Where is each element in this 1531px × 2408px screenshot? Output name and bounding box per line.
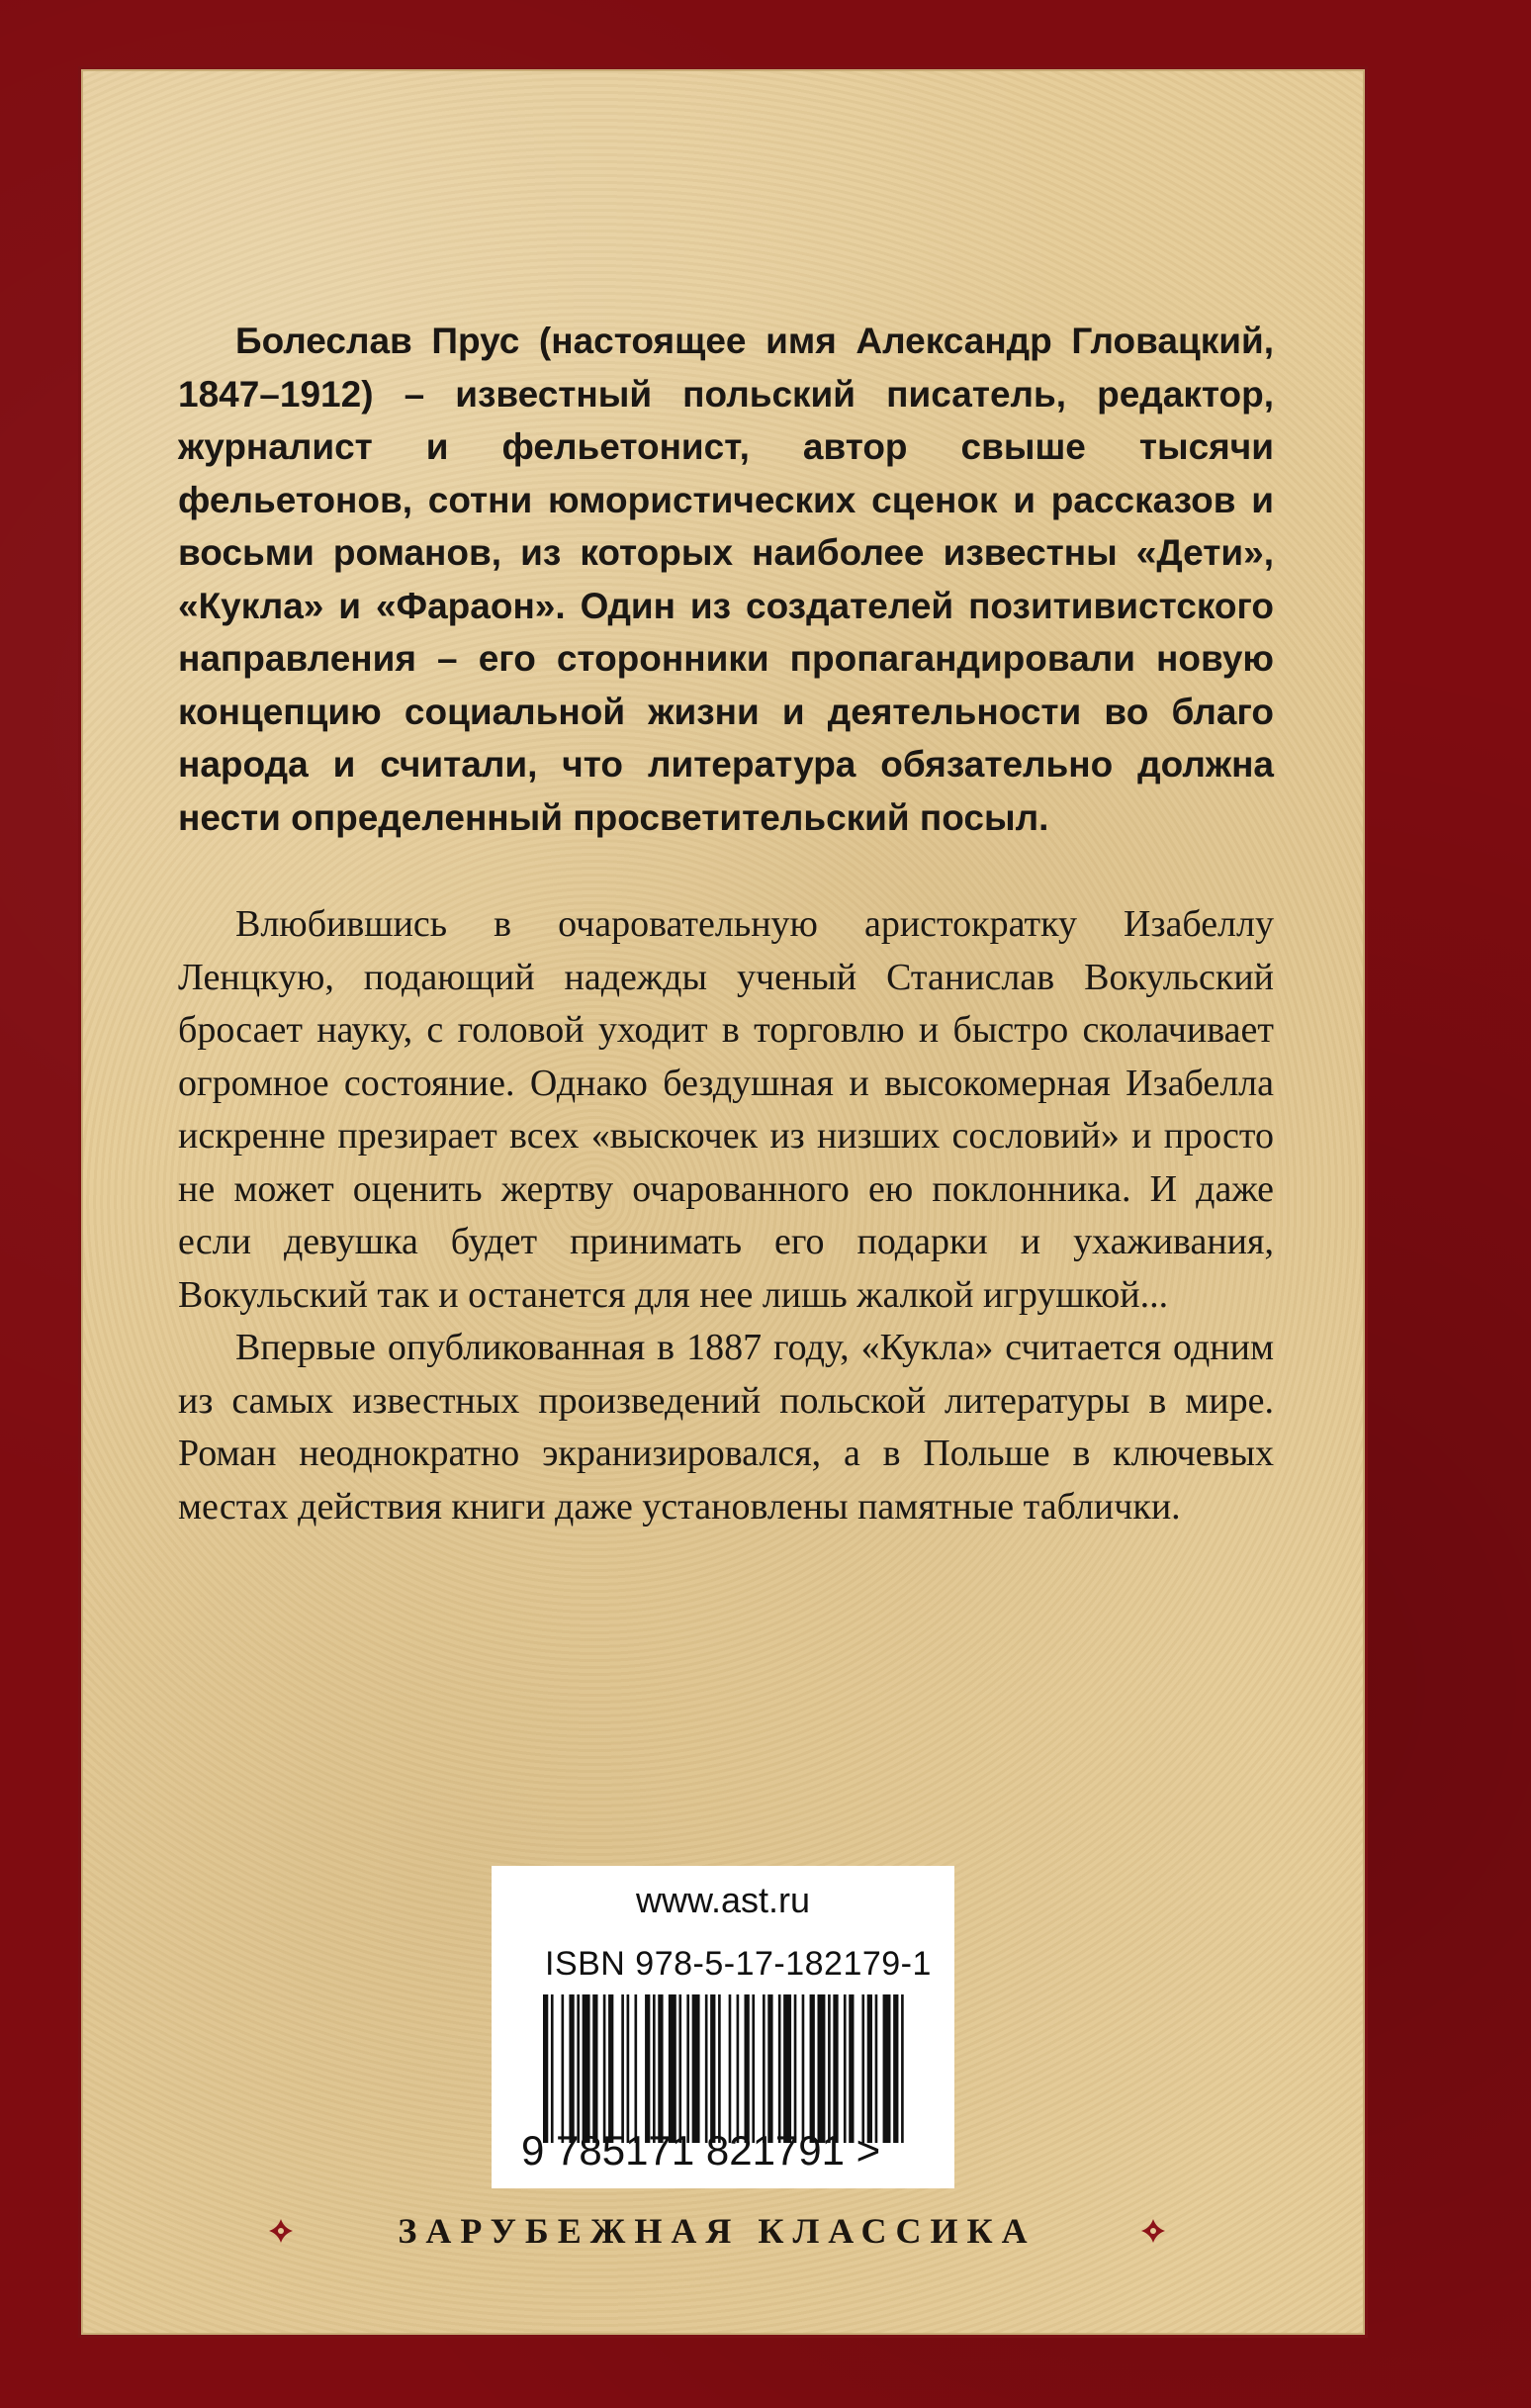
author-bio-text: Болеслав Прус (настоящее имя Александр Гловацкий, 1847–1912) – известный польский писатель, редактор, журналист и фельетонист, автор свыше тысячи фельетонов, сотни юмористических сценок и рассказов и восьми романов, из которых наиболее известны «Дети», «Кукла» и «Фараон». Один из создателей позитивистского направления – его сторонники пропагандировали новую концепцию социальной жизни и деятельности во благо народа и считали, что литература обязательно должна нести определенный просветительский посыл. [178,321,1274,838]
barcode-image [543,1994,909,2143]
barcode-box [492,1866,954,2188]
series-title: ЗАРУБЕЖНАЯ КЛАССИКА [398,2211,1036,2251]
publisher-website: www.ast.ru [635,1880,811,1920]
series-line [267,2201,1167,2261]
author-bio [178,315,1274,844]
ornament-left-icon [267,2217,295,2245]
barcode-digits: 9 785171 821791 > [521,2127,881,2174]
book-annotation [178,898,1274,1533]
annotation-paragraph-1: Влюбившись в очаровательную аристократку Изабеллу Ленцкую, подающий надежды ученый Станислав Вокульский бросает науку, с головой уходит в торговлю и быстро сколачивает огромное состояние. Однако бездушная и высокомерная Изабелла искренне презирает всех «выскочек из низших сословий» и просто не может оценить жертву очарованного ею поклонника. И даже если девушка будет принимать его подарки и ухаживания, Вокульский так и останется для нее лишь жалкой игрушкой... [178,903,1274,1316]
isbn-label: ISBN 978-5-17-182179-1 [545,1945,932,1983]
annotation-paragraph-2: Впервые опубликованная в 1887 году, «Кукла» считается одним из самых известных произведений польской литературы в мире. Роман неоднократно экранизировался, а в Польше в ключевых местах действия книги даже установлены памятные таблички. [178,1327,1274,1528]
ornament-right-icon [1139,2217,1167,2245]
